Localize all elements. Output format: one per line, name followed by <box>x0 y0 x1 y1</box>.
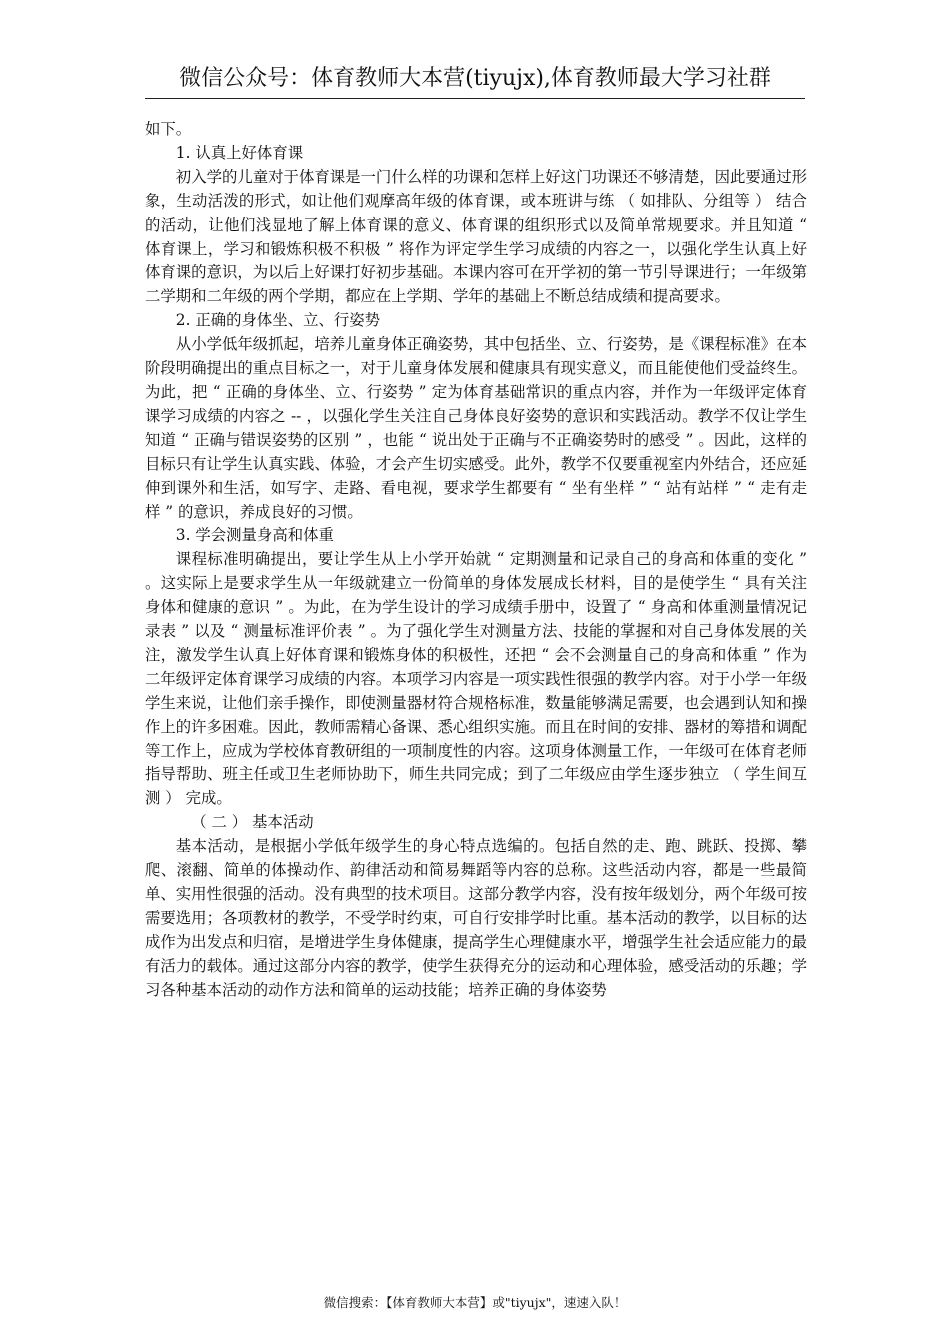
section-heading-3: 3. 学会测量身高和体重 <box>175 526 334 545</box>
paragraph-2: 从小学低年级抓起，培养儿童身体正确姿势，其中包括坐、立、行姿势，是《课程标准》在本阶段明确提出的重点目标之一，对于儿童身体发展和健康具有现实意义，而且能使他们受益终生。为此，把 “ 正确的身体坐、立、行姿势 ” 定为体育基础常识的重点内容，并作为一年级评定体育课学习成绩的内容之 -- ，以强化学生关注自己身体良好姿势的意识和实践活动。教学不仅让学生知道 “ 正确与错误姿势的区别 ” ，也能 “ 说出处于正确与不正确姿势时的感受 ” 。因此，这样的目标只有让学生认真实践、体验，才会产生切实感受。此外，教学不仅要重视室内外结合，还应延伸到课外和生活，如写字、走路、看电视，要求学生都要有 “ 坐有坐样 ” “ 站有站样 ” “ 走有走样 ” 的意识，养成良好的习惯。 <box>145 335 807 521</box>
document-body <box>145 118 807 1003</box>
paragraph-4: 基本活动，是根据小学低年级学生的身心特点选编的。包括自然的走、跑、跳跃、投掷、攀爬、滚翻、简单的体操动作、韵律活动和简易舞蹈等内容的总称。这些活动内容，都是一些最简单、实用性很强的活动。没有典型的技术项目。这部分教学内容，没有按年级划分，两个年级可按需要选用；各项教材的教学，不受学时约束，可自行安排学时比重。基本活动的教学，以目标的达成作为出发点和归宿，是增进学生身体健康，提高学生心理健康水平，增强学生社会适应能力的最有活力的载体。通过这部分内容的教学，使学生获得充分的运动和心理体验，感受活动的乐趣；学习各种基本活动的动作方法和简单的运动技能；培养正确的身体姿势 <box>145 837 807 999</box>
paragraph-1: 初入学的儿童对于体育课是一门什么样的功课和怎样上好这门功课还不够清楚，因此要通过形象，生动活泼的形式，如让他们观摩高年级的体育课，或本班讲与练 （ 如排队、分组等 ） 结合的活动，让他们浅显地了解上体育课的意义、体育课的组织形式以及简单常规要求。并且知道 “ 体育课上，学习和锻炼积极不积极 ” 将作为评定学生学习成绩的内容之一，以强化学生认真上好体育课的意识，为以后上好课打好初步基础。本课内容可在开学初的第一节引导课进行；一年级第二学期和二年级的两个学期，都应在上学期、学年的基础上不断总结成绩和提高要求。 <box>145 167 807 306</box>
paragraph-intro: 如下。 <box>145 120 192 138</box>
page-footer: 微信搜索：【体育教师大本营】或"tiyujx"，速速入队！ <box>323 1295 627 1310</box>
section-heading-2: 2. 正确的身体坐、立、行姿势 <box>175 311 381 330</box>
section-heading-basic-activities: （ 二 ） 基本活动 <box>191 813 314 832</box>
section-heading-1: 1. 认真上好体育课 <box>175 143 304 162</box>
header-divider <box>145 98 805 99</box>
paragraph-3: 课程标准明确提出，要让学生从上小学开始就 “ 定期测量和记录自己的身高和体重的变化 ” 。这实际上是要求学生从一年级就建立一份简单的身体发展成长材料，目的是使学生 “ 具有关注身体和健康的意识 ” 。为此，在为学生设计的学习成绩手册中，设置了 “ 身高和体重测量情况记录表 ” 以及 “ 测量标准评价表 ” 。为了强化学生对测量方法、技能的掌握和对自己身体发展的关注，激发学生认真上好体育课和锻炼身体的积极性，还把 “ 会不会测量自己的身高和体重 ” 作为二年级评定体育课学习成绩的内容。本项学习内容是一项实践性很强的教学内容。对于小学一年级学生来说，让他们亲手操作，即使测量器材符合规格标准，数量能够满足需要，也会遇到认知和操作上的许多困难。因此，教师需精心备课、悉心组织实施。而且在时间的安排、器材的筹措和调配等工作上，应成为学校体育教研组的一项制度性的内容。这项身体测量工作，一年级可在体育老师指导帮助、班主任或卫生老师协助下，师生共同完成；到了二年级应由学生逐步独立 （ 学生间互测 ） 完成。 <box>145 550 807 808</box>
page-header-title: 微信公众号：体育教师大本营(tiyujx),体育教师最大学习社群 <box>179 66 771 91</box>
